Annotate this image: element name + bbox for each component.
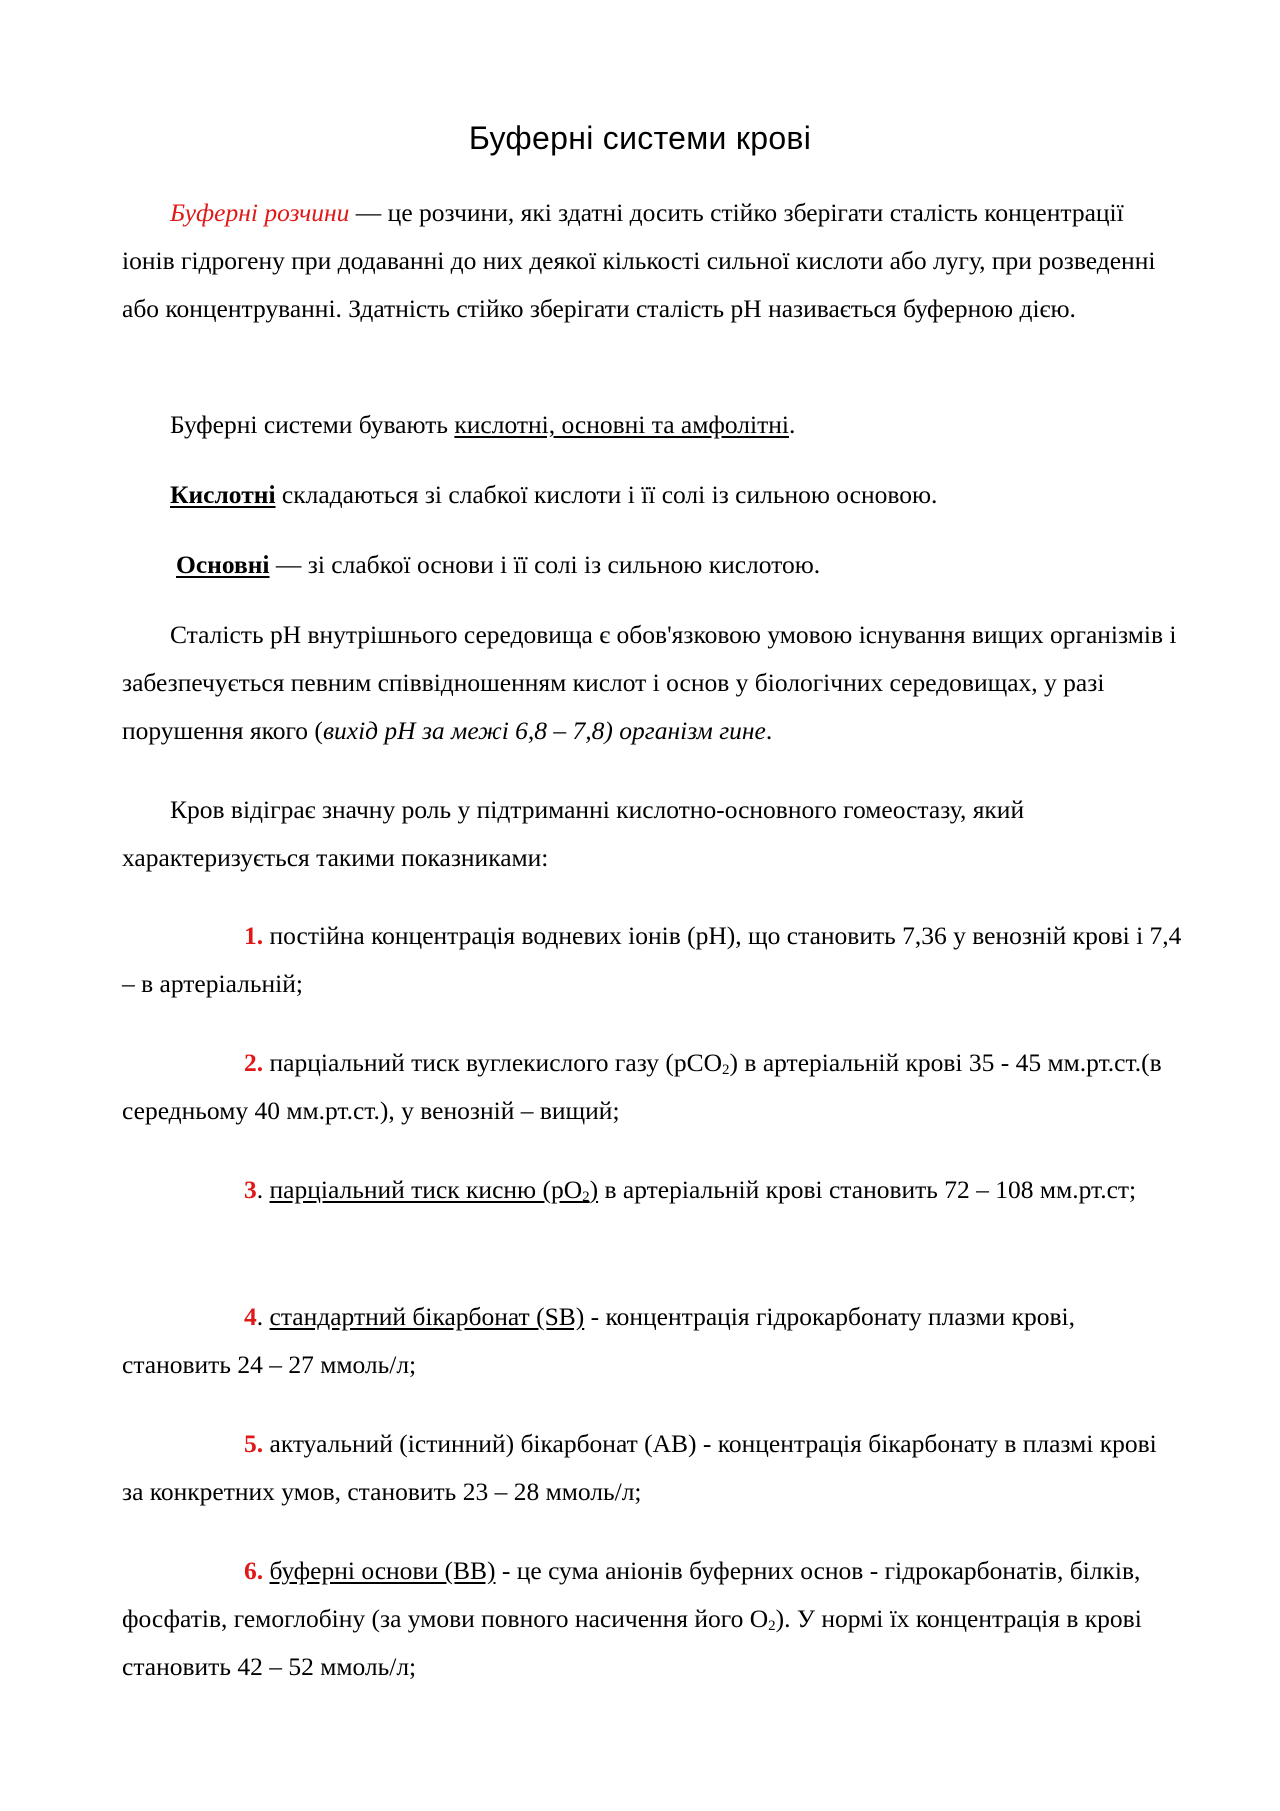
indicator-item-3 [122, 1166, 1182, 1214]
item-number-5: 5. [244, 1429, 264, 1458]
types-suffix: . [788, 410, 796, 439]
paragraph-buffer-solutions [122, 189, 1182, 333]
item-sub-3: 2 [582, 1189, 590, 1205]
definition-text: — це розчини, які здатні досить стійко зберігати сталість концентрації іонів гідрогену при додаванні до них деякої кількості сильної кислоти або лугу, при розведенні або концентруванні. Здатність стійко зберігати сталість pH називається буферною дією. [122, 198, 1156, 323]
ph-range-italic: вихід pH за межі 6,8 – 7,8) організм гине [322, 716, 766, 745]
ph-end: . [765, 716, 773, 745]
term-basic: Основні [176, 550, 270, 579]
item-underlined-3: парціальний тиск кисню $(pO_2)$ [269, 1175, 599, 1205]
item-underlined-6: буферні основи (BB) [269, 1556, 496, 1585]
item-text-6-post: ). У нормі їх концентрація в крові становить 42 – 52 ммоль/л; [122, 1604, 1142, 1681]
item-dot-3: . [256, 1175, 270, 1204]
item-number-3: 3 [244, 1175, 257, 1204]
types-list: кислотні, основні та амфолітні [454, 410, 789, 439]
term-buffer-solutions: Буферні розчини [170, 198, 350, 227]
ph-text: Сталість pH внутрішнього середовища є обов'язковою умовою існування вищих організмів і забезпечується певним співвідношенням кислот і основ у біологічних середовищах, у разі порушення якого ( [122, 620, 1177, 745]
item-number-2: 2. [244, 1048, 264, 1077]
acidic-text: складаються зі слабкої кислоти і її солі із сильною основою. [275, 480, 938, 509]
page-title: Буферні системи крові [468, 120, 812, 156]
item-number-1: 1. [244, 921, 264, 950]
indicator-item-2 [122, 1039, 1182, 1135]
item-underlined-4: стандартний бікарбонат (SB) [269, 1302, 585, 1331]
item-sub-2: 2 [722, 1062, 730, 1078]
item-text-4-post: - концентрація гідрокарбонату плазми крові, становить 24 – 27 ммоль/л; [122, 1302, 1075, 1379]
item-text-6-pre: - це сума аніонів буферних основ - гідрокарбонатів, білків, фосфатів, гемоглобіну (за умови повного насичення його O [122, 1556, 1141, 1633]
item-text-1: постійна концентрація водневих іонів (pH), що становить 7,36 у венозній крові і 7,4 – в артеріальній; [122, 921, 1182, 998]
indicator-item-4 [122, 1293, 1182, 1389]
indicator-item-6 [122, 1547, 1182, 1691]
indicator-item-5 [122, 1420, 1182, 1516]
item-number-6: 6. [244, 1556, 264, 1585]
item-number-4: 4 [244, 1302, 257, 1331]
term-acidic: Кислотні [170, 480, 276, 509]
item-text-5: актуальний (істинний) бікарбонат (AB) - концентрація бікарбонату в плазмі крові за конкретних умов, становить 23 – 28 ммоль/л; [122, 1429, 1157, 1506]
paragraph-system-types [122, 401, 1182, 449]
types-prefix: Буферні системи бувають [170, 410, 455, 439]
paragraph-acidic [122, 471, 1182, 519]
item-sub-6: 2 [768, 1618, 776, 1634]
paragraph-basic [122, 541, 1182, 589]
paragraph-blood-role [122, 786, 1182, 882]
paragraph-ph-constancy [122, 611, 1182, 755]
item-text-3-post: в артеріальній крові становить 72 – 108 мм.рт.ст; [598, 1175, 1137, 1204]
item-text-2-pre: парціальний тиск вуглекислого газу (pCO [263, 1048, 723, 1077]
blood-role-text: Кров відіграє значну роль у підтриманні кислотно-основного гомеостазу, який характеризується такими показниками: [122, 795, 1025, 872]
basic-text: — зі слабкої основи і її солі із сильною кислотою. [269, 550, 821, 579]
item-text-2-post: ) в артеріальній крові 35 - 45 мм.рт.ст.(в середньому 40 мм.рт.ст.), у венозній – вищий; [122, 1048, 1162, 1125]
item-dot-4: . [256, 1302, 270, 1331]
indicator-item-1 [122, 912, 1182, 1008]
